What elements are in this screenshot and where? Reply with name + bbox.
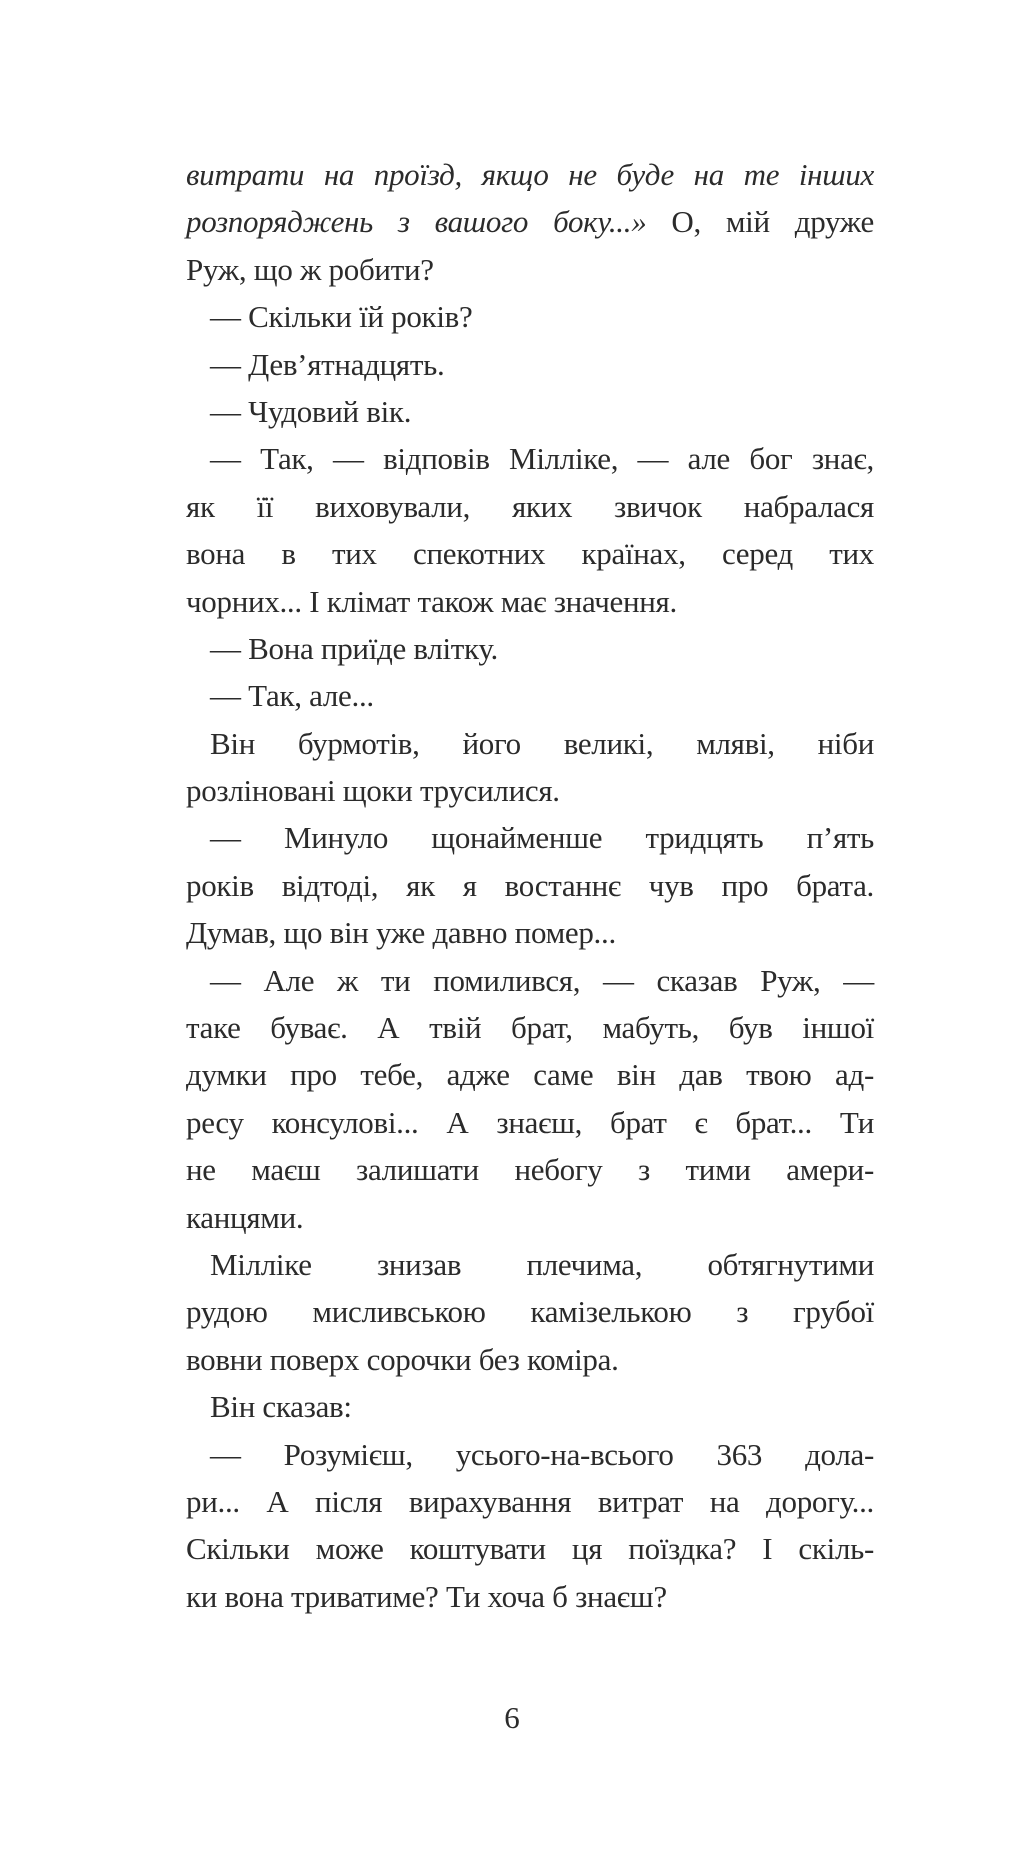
line-text: вовни поверх сорочки без коміра. <box>186 1341 619 1377</box>
text-line <box>186 435 874 482</box>
line-text: Думав, що він уже давно помер... <box>186 915 616 951</box>
page-body-text <box>186 151 874 1620</box>
line-text: — Скільки їй років? <box>210 299 473 335</box>
line-text: — Але ж ти помилився, — сказав Руж, — <box>210 962 874 998</box>
text-line <box>186 862 874 909</box>
line-text: — Вона приїде влітку. <box>210 630 498 666</box>
line-text: вона в тих спекотних країнах, серед тих <box>186 536 874 572</box>
text-line <box>186 1241 874 1288</box>
line-text: канцями. <box>186 1199 304 1235</box>
text-line <box>186 1288 874 1335</box>
text-line <box>186 198 874 245</box>
text-line <box>186 388 874 435</box>
text-line <box>186 246 874 293</box>
text-line <box>186 767 874 814</box>
text-line <box>186 1194 874 1241</box>
text-line <box>186 1051 874 1098</box>
text-line <box>186 1431 874 1478</box>
text-line <box>186 1478 874 1525</box>
text-line <box>186 151 874 198</box>
line-text: Мілліке знизав плечима, обтягнутими <box>210 1246 874 1282</box>
line-text: рудою мисливською камізелькою з грубої <box>186 1294 874 1330</box>
text-line <box>186 720 874 767</box>
text-line <box>186 1004 874 1051</box>
text-line <box>186 1525 874 1572</box>
line-text: — Розумієш, усього-на-всього 363 дола- <box>210 1436 874 1472</box>
text-line <box>186 625 874 672</box>
line-text: Руж, що ж робити? <box>186 251 434 287</box>
text-line <box>186 909 874 956</box>
line-text: — Минуло щонайменше тридцять п’ять <box>210 820 874 856</box>
text-line <box>186 1573 874 1620</box>
line-text: Він сказав: <box>210 1389 352 1425</box>
text-line <box>186 957 874 1004</box>
line-text: думки про тебе, адже саме він дав твою ад- <box>186 1057 874 1093</box>
line-text: таке буває. А твій брат, мабуть, був іншої <box>186 1010 874 1046</box>
line-text: Він бурмотів, його великі, мляві, ніби <box>210 725 874 761</box>
text-line <box>186 293 874 340</box>
line-text: розліновані щоки трусилися. <box>186 773 560 809</box>
italic-quote: розпоряджень з вашого боку...» <box>186 204 647 240</box>
line-text: чорних... І клімат також має значення. <box>186 583 677 619</box>
page-number: 6 <box>504 1700 520 1735</box>
line-text: років відтоді, як я востаннє чув про брата. <box>186 867 874 903</box>
text-line <box>186 672 874 719</box>
line-text: не маєш залишати небогу з тими амери- <box>186 1152 874 1188</box>
text-line <box>186 814 874 861</box>
text-line <box>186 1099 874 1146</box>
line-text: ки вона триватиме? Ти хоча б знаєш? <box>186 1578 667 1614</box>
line-text: ри... А після вирахування витрат на дорогу... <box>186 1483 874 1519</box>
line-text: О, мій друже <box>646 204 874 240</box>
text-line <box>186 341 874 388</box>
text-line <box>186 578 874 625</box>
text-line <box>186 1383 874 1430</box>
line-text: — Дев’ятнадцять. <box>210 346 445 382</box>
line-text: — Так, але... <box>210 678 374 714</box>
line-text: Скільки може коштувати ця поїздка? І скіль- <box>186 1531 874 1567</box>
text-line <box>186 1336 874 1383</box>
text-line <box>186 530 874 577</box>
text-line <box>186 483 874 530</box>
text-line <box>186 1146 874 1193</box>
line-text: — Чудовий вік. <box>210 393 412 429</box>
line-text: ресу консулові... А знаєш, брат є брат... Ти <box>186 1104 874 1140</box>
line-text: — Так, — відповів Мілліке, — але бог знає, <box>210 441 874 477</box>
line-text: як її виховували, яких звичок набралася <box>186 488 874 524</box>
italic-quote: витрати на проїзд, якщо не буде на те інших <box>186 157 874 192</box>
